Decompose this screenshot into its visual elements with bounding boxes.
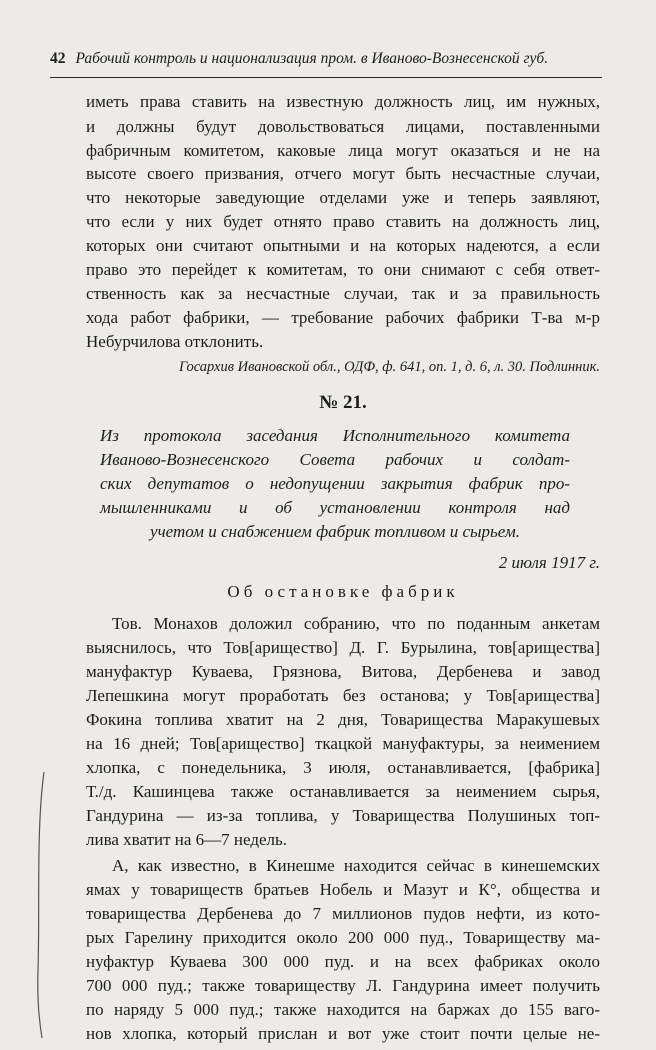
text-line: лива хватит на 6—7 недель. [86,830,288,849]
text-line: право это перейдет к комитетам, то они снимают с себя ответ- [86,260,600,279]
page-number: 42 [50,50,66,67]
text-line: ямах у товариществ братьев Нобель и Мазут и К°, общества и [86,880,600,899]
text-line: нуфактур Куваева 300 000 пуд. и на всех фабриках около [86,952,600,971]
text-line: которых они считают опытными и на которых надеются, а если [86,236,600,255]
text-line: на 16 дней; Тов[арищество] ткацкой мануфактуры, за неимением [86,734,600,753]
document-title-line: Иваново-Вознесенского Совета рабочих и солдат- [100,450,570,469]
running-title: Рабочий контроль и национализация пром. в Иваново-Вознесенской губ. [75,50,549,67]
text-line: и должны будут довольствоваться лицами, поставленными [86,117,600,136]
text-line: иметь права ставить на известную должность лиц, им нужных, [86,92,600,111]
text-line: фабричным комитетом, каковые лица могут оказаться и не на [86,141,600,160]
text-line: по наряду 5 000 пуд.; также находится на баржах до 155 ваго- [86,1000,600,1019]
document-title-line: ских депутатов о недопущении закрытия фабрик про- [100,474,570,493]
text-line: что некоторые заведующие отделами уже и теперь заявляют, [86,188,600,207]
text-line: 700 000 пуд.; также товариществу Л. Гандурина имеет получить [86,976,600,995]
document-date: 2 июля 1917 г. [498,553,600,572]
text-line: Гандурина — из-за топлива, у Товарищества Полушиных топ- [86,806,600,825]
text-line: хлопка, с понедельника, 3 июля, останавливается, [фабрика] [86,758,600,777]
text-line: нов хлопка, который прислан и вот уже стоит почти целые не- [86,1024,600,1043]
text-line: ственность как за несчастные случаи, так и за правильность [86,284,600,303]
text-line: Лепешкина могут проработать без останова; у Тов[арищества] [86,686,600,705]
text-line: хода работ фабрики, — требование рабочих фабрики Т-ва м-р [86,308,600,327]
text-line: А, как известно, в Кинешме находится сейчас в кинешемских [112,856,600,875]
pencil-margin-mark [30,770,50,1040]
document-title-line: мышленниками и об установлении контроля над [100,498,570,517]
section-subheading: Об остановке фабрик [227,582,459,601]
document-number: № 21. [319,392,367,413]
text-line: Тов. Монахов доложил собранию, что по поданным анкетам [112,614,600,633]
text-line: Т./д. Кашинцева также останавливается за неимением сырья, [86,782,600,801]
document-title-line: учетом и снабжением фабрик топливом и сырьем. [150,522,520,541]
text-line: товарищества Дербенева до 7 миллионов пудов нефти, из кото- [86,904,600,923]
text-line: рых Гарелину приходится около 200 000 пуд., Товариществу ма- [86,928,600,947]
text-line: выяснилось, что Тов[арищество] Д. Г. Бурылина, тов[арищества] [86,638,600,657]
text-line: мануфактур Куваева, Грязнова, Витова, Дербенева и завод [86,662,600,681]
text-line: что если у них будет отнято право ставить на должность лиц, [86,212,600,231]
text-line: Фокина топлива хватит на 2 дня, Товарищества Маракушевых [86,710,600,729]
text-line: Небурчилова отклонить. [86,332,264,351]
text-line: высоте своего призвания, отчего могут быть несчастные случаи, [86,164,600,183]
document-title-line: Из протокола заседания Исполнительного комитета [100,426,570,445]
archive-source-note: Госархив Ивановской обл., ОДФ, ф. 641, оп. 1, д. 6, л. 30. Подлинник. [179,359,600,375]
